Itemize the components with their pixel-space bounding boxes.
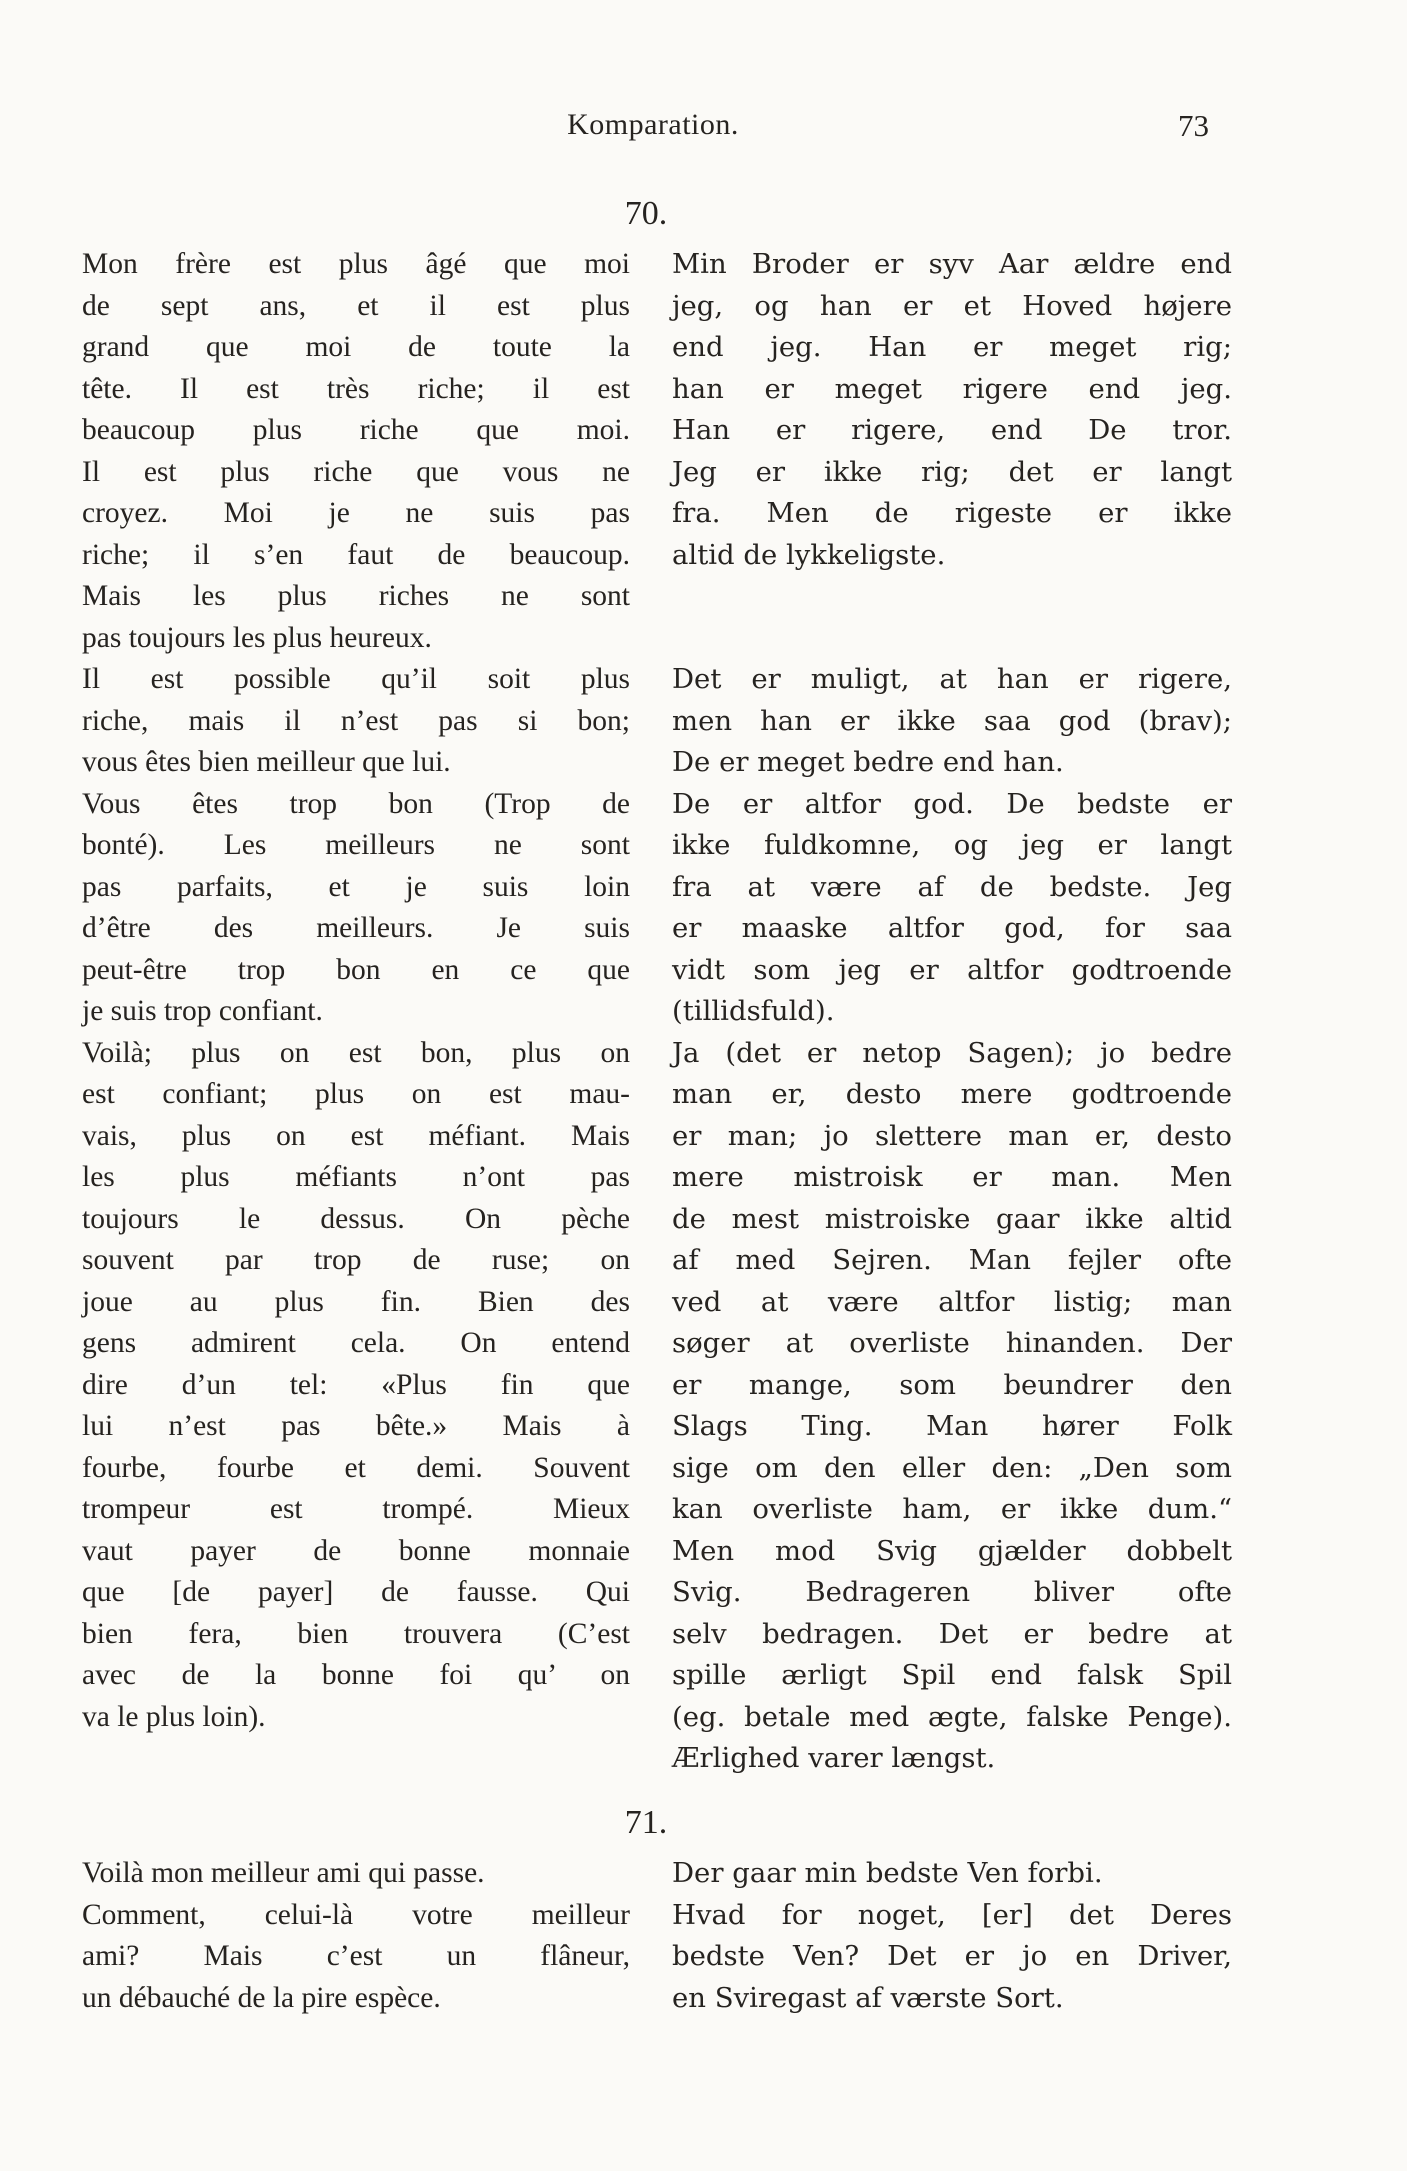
text-line: dire d’un tel: «Plus fin que	[82, 1368, 630, 1401]
text-line: un débauché de la pire espèce.	[82, 1981, 441, 2014]
text-line: croyez. Moi je ne suis pas	[82, 497, 630, 529]
text-line: spille ærligt Spil end falsk Spil	[672, 1659, 1232, 1691]
text-line: riche, mais il n’est pas si bon;	[82, 704, 630, 737]
text-line: beaucoup plus riche que moi.	[82, 414, 630, 446]
text-line: Il est plus riche que vous ne	[82, 455, 630, 488]
text-line: de sept ans, et il est plus	[82, 289, 630, 322]
section-number: 71.	[624, 1804, 668, 1841]
text-line: De er meget bedre end han.	[672, 746, 1064, 778]
text-line: ami? Mais c’est un flâneur,	[82, 1940, 630, 1972]
text-line: er maaske altfor god, for saa	[672, 912, 1232, 944]
text-line: lui n’est pas bête.» Mais à	[82, 1410, 630, 1442]
paragraph	[672, 1033, 1232, 1780]
paragraph	[82, 1895, 630, 2020]
text-line: en Sviregast af værste Sort.	[672, 1981, 1064, 2014]
text-line: bien fera, bien trouvera (C’est	[82, 1617, 630, 1650]
text-line: Ja (det er netop Sagen); jo bedre	[672, 1036, 1232, 1069]
text-line: peut-être trop bon en ce que	[82, 953, 630, 986]
paragraph	[82, 784, 630, 1033]
text-line: je suis trop confiant.	[82, 995, 323, 1027]
text-line: Voilà mon meilleur ami qui passe.	[82, 1857, 485, 1889]
paragraph	[82, 1853, 630, 1895]
text-line: joue au plus fin. Bien des	[82, 1285, 630, 1318]
text-line: vais, plus on est méfiant. Mais	[82, 1119, 630, 1152]
text-line: Slags Ting. Man hører Folk	[672, 1410, 1232, 1442]
text-line: va le plus loin).	[82, 1700, 266, 1733]
text-line: Il est possible qu’il soit plus	[82, 663, 630, 695]
text-line: ved at være altfor listig; man	[672, 1285, 1232, 1318]
text-line: vidt som jeg er altfor godtroende	[672, 953, 1232, 986]
paragraph	[82, 244, 630, 659]
paragraph	[82, 1033, 630, 1739]
text-line: vaut payer de bonne monnaie	[82, 1534, 630, 1567]
text-line: Det er muligt, at han er rigere,	[672, 663, 1232, 695]
text-line: mere mistroisk er man. Men	[672, 1161, 1232, 1193]
paragraph	[672, 1853, 1232, 1895]
text-line: altid de lykkeligste.	[672, 538, 946, 571]
danish-column	[672, 1853, 1232, 2019]
text-line: trompeur est trompé. Mieux	[82, 1493, 630, 1525]
text-line: søger at overliste hinanden. Der	[672, 1327, 1232, 1359]
text-line: tête. Il est très riche; il est	[82, 372, 630, 405]
paragraph	[672, 659, 1232, 784]
text-line: jeg, og han er et Hoved højere	[672, 289, 1232, 322]
text-line: man er, desto mere godtroende	[672, 1078, 1232, 1110]
page-number: 73	[1178, 108, 1209, 143]
text-line: que [de payer] de fausse. Qui	[82, 1576, 630, 1608]
text-line: Vous êtes trop bon (Trop de	[82, 787, 630, 820]
text-line: vous êtes bien meilleur que lui.	[82, 746, 451, 778]
text-line: est confiant; plus on est mau-	[82, 1078, 630, 1110]
text-line: grand que moi de toute la	[82, 331, 630, 363]
text-line: selv bedragen. Det er bedre at	[672, 1617, 1232, 1650]
text-line: toujours le dessus. On pèche	[82, 1202, 630, 1235]
text-line: avec de la bonne foi qu’ on	[82, 1659, 630, 1691]
danish-column	[672, 244, 1232, 1780]
text-line: Svig. Bedrageren bliver ofte	[672, 1576, 1232, 1608]
text-line: bedste Ven? Det er jo en Driver,	[672, 1940, 1232, 1972]
text-line: kan overliste ham, er ikke dum.“	[672, 1493, 1232, 1525]
text-line: les plus méfiants n’ont pas	[82, 1161, 630, 1193]
text-line: Men mod Svig gjælder dobbelt	[672, 1534, 1232, 1567]
text-line: De er altfor god. De bedste er	[672, 787, 1232, 820]
text-line: er mange, som beundrer den	[672, 1368, 1232, 1401]
text-line: (eg. betale med ægte, falske Penge).	[672, 1700, 1232, 1733]
text-line: men han er ikke saa god (brav);	[672, 704, 1232, 737]
text-line: ikke fuldkomne, og jeg er langt	[672, 829, 1232, 861]
text-line: sige om den eller den: „Den som	[672, 1451, 1232, 1484]
french-column	[82, 1853, 630, 2019]
paragraph	[672, 244, 1232, 576]
text-line: Hvad for noget, [er] det Deres	[672, 1898, 1232, 1931]
text-line: (tillidsfuld).	[672, 995, 835, 1027]
text-line: Mon frère est plus âgé que moi	[82, 248, 630, 280]
text-line: Jeg er ikke rig; det er langt	[672, 455, 1232, 488]
text-line: pas parfaits, et je suis loin	[82, 870, 630, 903]
text-line: er man; jo slettere man er, desto	[672, 1119, 1232, 1152]
text-line: han er meget rigere end jeg.	[672, 372, 1232, 405]
text-line: gens admirent cela. On entend	[82, 1327, 630, 1359]
text-line: souvent par trop de ruse; on	[82, 1244, 630, 1276]
paragraph	[82, 659, 630, 784]
text-line: pas toujours les plus heureux.	[82, 621, 432, 654]
text-line: Der gaar min bedste Ven forbi.	[672, 1857, 1103, 1889]
text-line: af med Sejren. Man fejler ofte	[672, 1244, 1232, 1276]
text-line: riche; il s’en faut de beaucoup.	[82, 538, 630, 571]
text-line: Voilà; plus on est bon, plus on	[82, 1036, 630, 1069]
text-line: d’être des meilleurs. Je suis	[82, 912, 630, 944]
text-line: Comment, celui-là votre meilleur	[82, 1898, 630, 1931]
text-line: fra at være af de bedste. Jeg	[672, 870, 1232, 903]
text-line: de mest mistroiske gaar ikke altid	[672, 1202, 1232, 1235]
text-line: end jeg. Han er meget rig;	[672, 331, 1232, 363]
text-line: Ærlighed varer længst.	[672, 1742, 996, 1774]
french-column	[82, 244, 630, 1738]
text-line: fra. Men de rigeste er ikke	[672, 497, 1232, 529]
text-line: Han er rigere, end De tror.	[672, 414, 1232, 446]
paragraph	[672, 784, 1232, 1033]
text-line: Mais les plus riches ne sont	[82, 580, 630, 612]
running-header: Komparation.	[567, 108, 739, 141]
paragraph	[672, 1895, 1232, 2020]
text-line: Min Broder er syv Aar ældre end	[672, 248, 1232, 280]
text-line: bonté). Les meilleurs ne sont	[82, 829, 630, 861]
section-number: 70.	[624, 195, 668, 232]
text-line: fourbe, fourbe et demi. Souvent	[82, 1451, 630, 1484]
